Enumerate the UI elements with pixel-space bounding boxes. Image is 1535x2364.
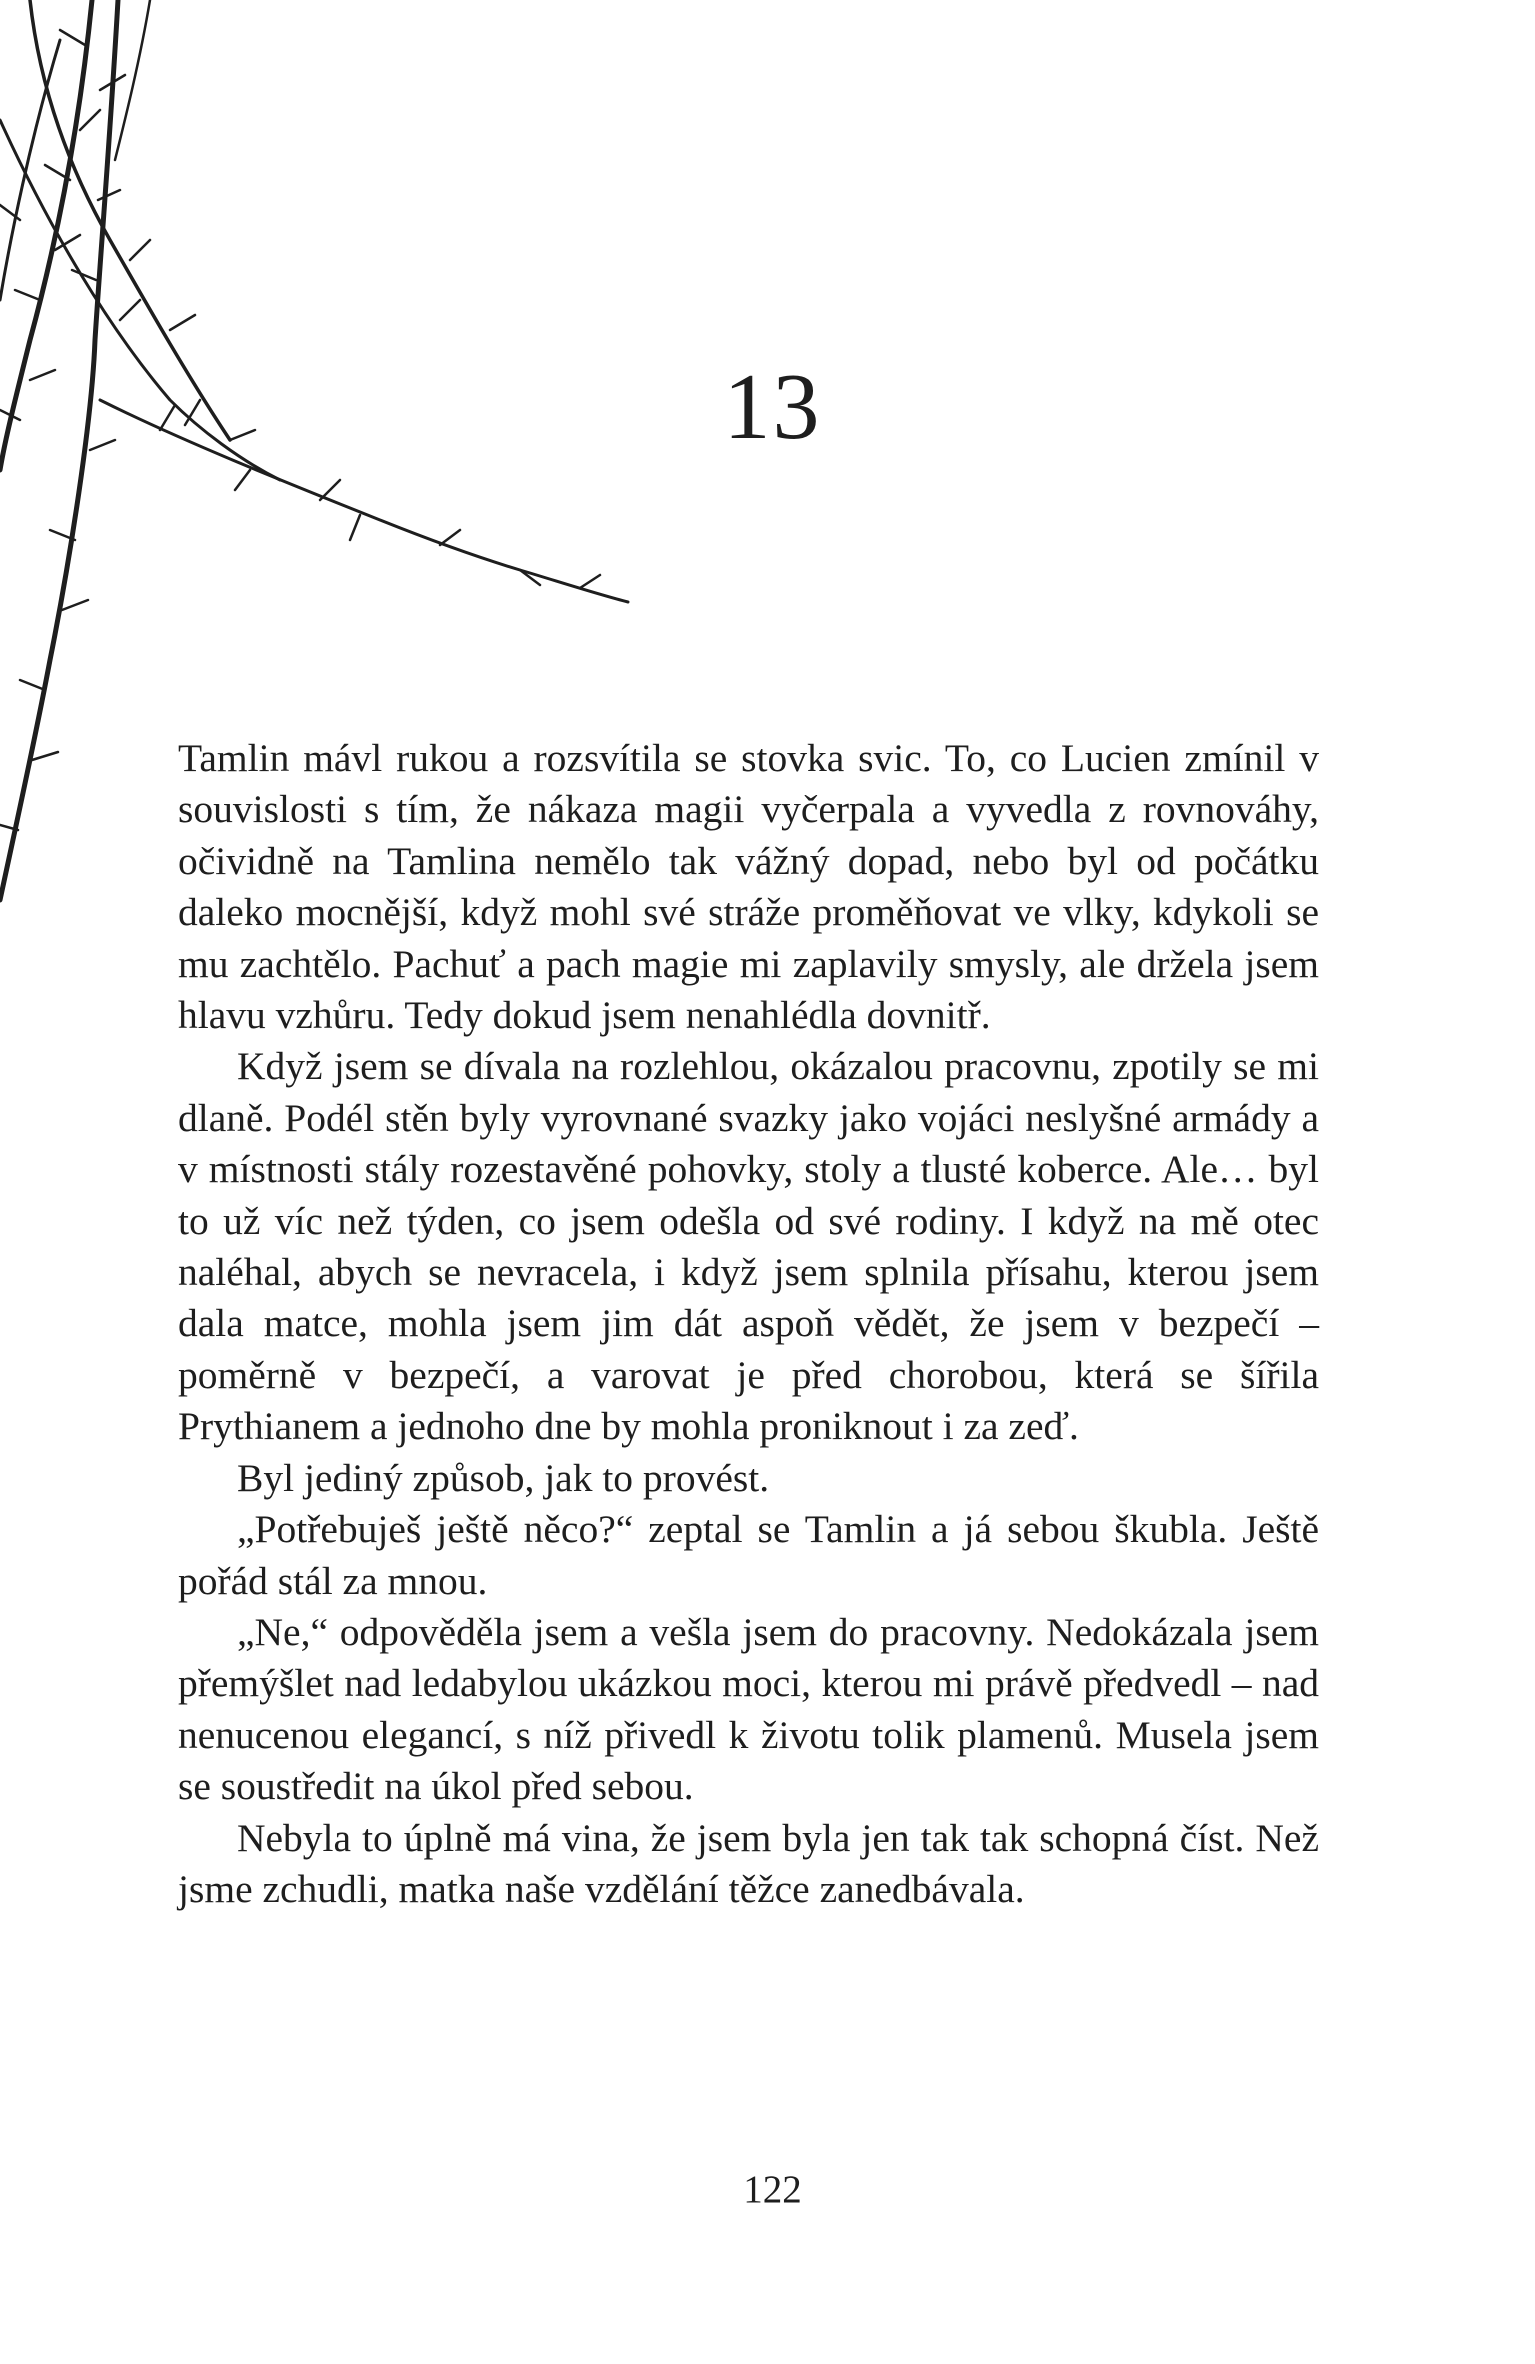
page-number: 122 [743,2168,802,2211]
chapter-number: 13 [723,355,822,459]
paragraph: Tamlin mávl rukou a rozsvítila se stovka svic. To, co Lucien zmínil v souvislosti s tím, že nákaza magii vyčerpala a vyvedla z rovnováhy, očividně na Tamlina nemělo tak vážný dopad, nebo byl od počátku daleko mocnější, když mohl své stráže proměňovat ve vlky, kdykoli se mu zachtělo. Pachuť a pach magie mi zaplavily smysly, ale držela jsem hlavu vzhůru. Tedy dokud jsem nenahlédla dovnitř. [178,736,1319,1038]
paragraph: „Potřebuješ ještě něco?“ zeptal se Tamlin a já sebou škubla. Ještě pořád stál za mnou. [178,1507,1319,1603]
paragraph: Nebyla to úplně má vina, že jsem byla jen tak tak schopná číst. Než jsme zchudli, matka naše vzdělání těžce zanedbávala. [178,1815,1319,1911]
chapter-body [178,733,1319,1915]
paragraph: Byl jediný způsob, jak to provést. [237,1455,770,1500]
paragraph: Když jsem se dívala na rozlehlou, okázalou pracovnu, zpotily se mi dlaně. Podél stěn byly vyrovnané svazky jako vojáci neslyšné armády a v místnosti stály rozestavěné pohovky, stoly a tlusté koberce. Ale… byl to už víc než týden, co jsem odešla od své rodiny. I když na mě otec naléhal, abych se nevracela, i když jsem splnila přísahu, kterou jsem dala matce, mohla jsem jim dát aspoň vědět, že jsem v bezpečí – poměrně v bezpečí, a varovat je před chorobou, která se šířila Prythianem a jednoho dne by mohla proniknout i za zeď. [178,1044,1319,1449]
paragraph: „Ne,“ odpověděla jsem a vešla jsem do pracovny. Nedokázala jsem přemýšlet nad ledabylou ukázkou moci, kterou mi právě předvedl – nad nenucenou elegancí, s níž přivedl k životu tolik plamenů. Musela jsem se soustředit na úkol před sebou. [178,1609,1319,1809]
